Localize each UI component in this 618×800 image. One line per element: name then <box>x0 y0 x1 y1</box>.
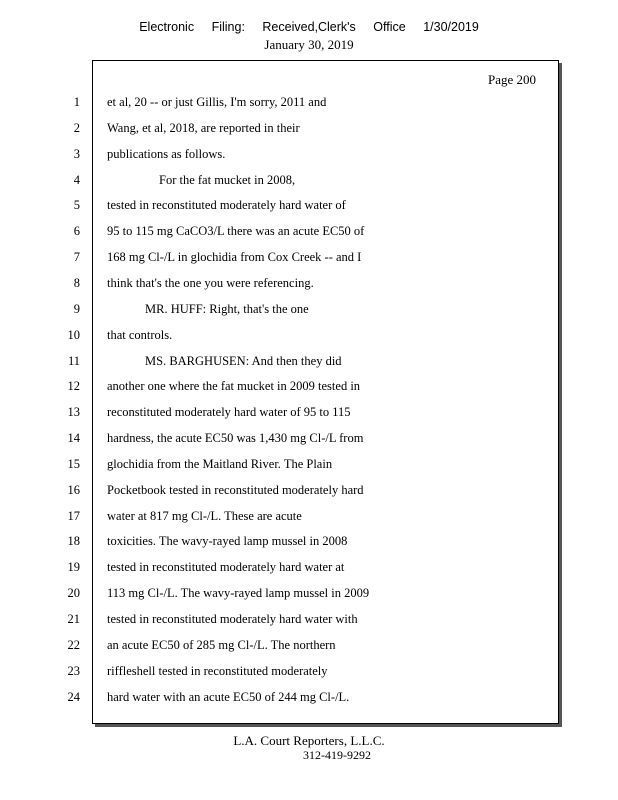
filing-word: 1/30/2019 <box>423 20 479 34</box>
footer-phone: 312-419-9292 <box>303 748 371 762</box>
transcript-line: 168 mg Cl-/L in glochidia from Cox Creek -- and I <box>107 250 362 264</box>
filing-word: Electronic <box>139 20 195 34</box>
transcript-line: glochidia from the Maitland River. The Plain <box>107 457 333 471</box>
line-number: 1 <box>73 95 80 109</box>
transcript-line: hardness, the acute EC50 was 1,430 mg Cl-/L from <box>107 431 364 445</box>
transcript-line: MS. BARGHUSEN: And then they did <box>145 354 342 368</box>
transcript-line: toxicities. The wavy-rayed lamp mussel in 2008 <box>107 534 348 548</box>
line-number: 12 <box>67 379 80 393</box>
transcript-line: For the fat mucket in 2008, <box>159 173 296 187</box>
line-number: 15 <box>67 457 80 471</box>
line-number: 18 <box>67 534 80 548</box>
line-number: 9 <box>73 302 80 316</box>
line-number: 10 <box>67 328 80 342</box>
transcript-line: et al, 20 -- or just Gillis, I'm sorry, 2011 and <box>107 95 327 109</box>
transcript-line: tested in reconstituted moderately hard water of <box>107 198 346 212</box>
transcript-line: Wang, et al, 2018, are reported in their <box>107 121 300 135</box>
transcript-line: MR. HUFF: Right, that's the one <box>145 302 309 316</box>
transcript-line: another one where the fat mucket in 2009 tested in <box>107 379 361 393</box>
line-number: 2 <box>73 121 80 135</box>
transcript-line: 95 to 115 mg CaCO3/L there was an acute EC50 of <box>107 224 365 238</box>
filing-word: Filing: <box>211 20 245 34</box>
filing-word: Received,Clerk's <box>262 20 356 34</box>
line-number: 14 <box>67 431 80 445</box>
transcript-line: publications as follows. <box>107 147 226 161</box>
line-number: 19 <box>67 560 80 574</box>
page-number: Page 200 <box>487 72 536 87</box>
line-number: 5 <box>73 198 80 212</box>
line-number: 7 <box>73 250 80 264</box>
transcript-line: tested in reconstituted moderately hard water at <box>107 560 345 574</box>
transcript-line: an acute EC50 of 285 mg Cl-/L. The northern <box>107 638 336 652</box>
transcript-line: riffleshell tested in reconstituted moderately <box>107 664 328 678</box>
line-number: 13 <box>67 405 80 419</box>
transcript-line: reconstituted moderately hard water of 95 to 115 <box>107 405 351 419</box>
line-number: 17 <box>67 509 80 523</box>
transcript-line: water at 817 mg Cl-/L. These are acute <box>107 509 302 523</box>
line-number: 24 <box>67 690 80 704</box>
line-number: 11 <box>67 354 80 368</box>
line-number: 21 <box>67 612 80 626</box>
transcript-line: 113 mg Cl-/L. The wavy-rayed lamp mussel in 2009 <box>107 586 370 600</box>
filing-stamp <box>0 20 618 34</box>
transcript-line: think that's the one you were referencing. <box>107 276 314 290</box>
line-number: 4 <box>73 173 80 187</box>
line-number: 23 <box>67 664 80 678</box>
line-number: 20 <box>67 586 80 600</box>
filing-word: Office <box>373 20 406 34</box>
transcript-line: hard water with an acute EC50 of 244 mg Cl-/L. <box>107 690 350 704</box>
line-number: 8 <box>73 276 80 290</box>
footer-company: L.A. Court Reporters, L.L.C. <box>233 733 385 748</box>
line-number: 16 <box>67 483 80 497</box>
line-number: 22 <box>67 638 80 652</box>
transcript-line: tested in reconstituted moderately hard water with <box>107 612 358 626</box>
transcript-line: Pocketbook tested in reconstituted moderately hard <box>107 483 364 497</box>
transcript-line: that controls. <box>107 328 173 342</box>
line-number: 3 <box>73 147 80 161</box>
line-number: 6 <box>73 224 80 238</box>
filing-date: January 30, 2019 <box>264 37 354 52</box>
